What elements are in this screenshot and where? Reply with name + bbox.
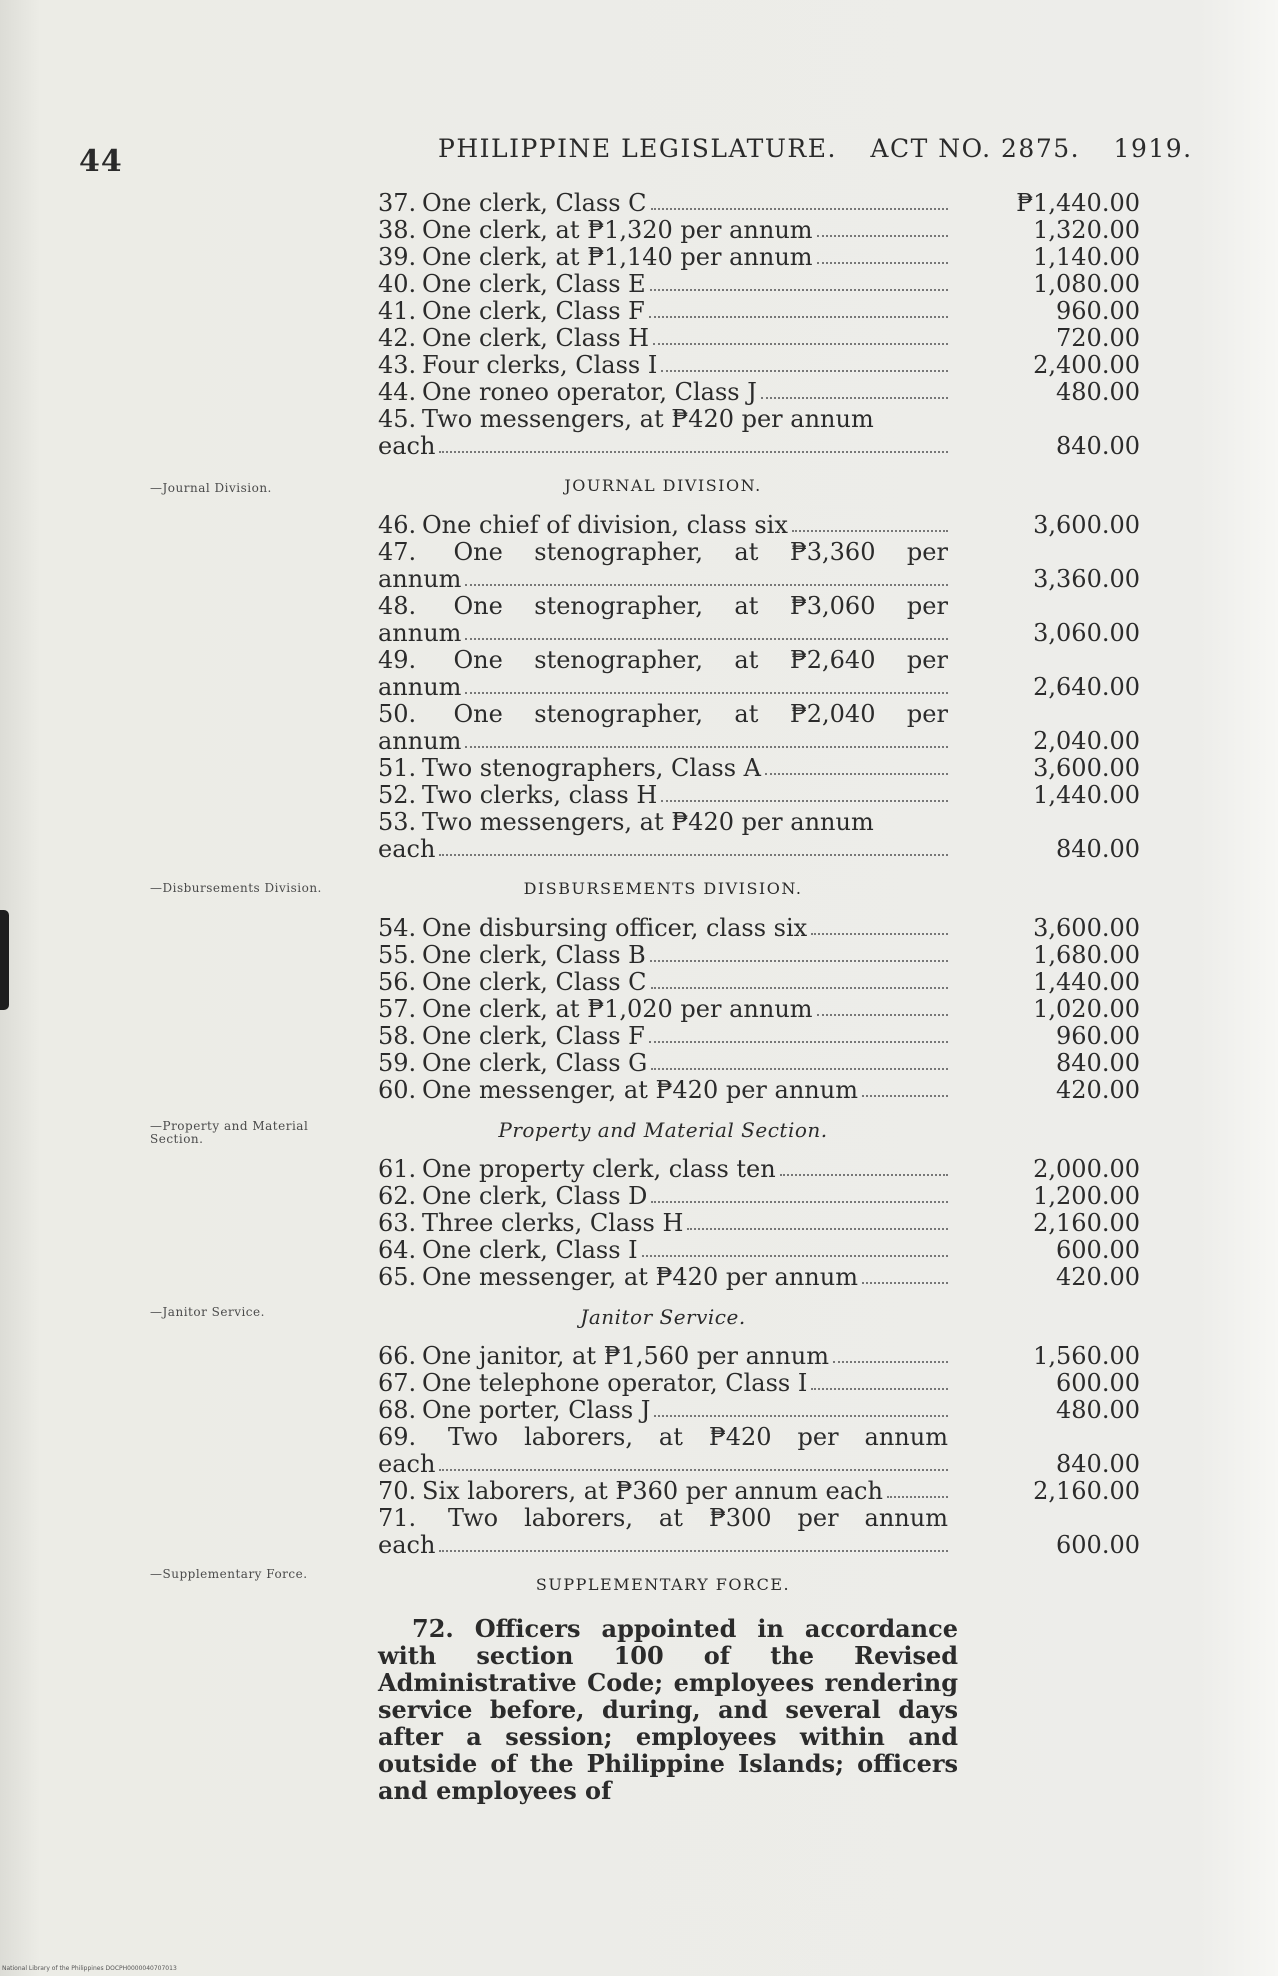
dot-leader: [811, 1388, 948, 1390]
heading-disbursements-division: DISBURSEMENTS DIVISION.: [523, 879, 803, 898]
item-amount: 2,000.00: [1033, 1155, 1140, 1183]
item-number: 52.: [378, 782, 417, 809]
dot-leader: [439, 1550, 948, 1552]
item-description: One clerk, Class I: [422, 1237, 638, 1264]
line-item: [378, 1264, 1148, 1291]
dot-leader: [649, 1041, 948, 1043]
item-word: ₱2,640: [789, 647, 876, 674]
line-item: [378, 1077, 1148, 1104]
item-number: 59.: [378, 1050, 417, 1077]
item-continuation: annum: [378, 566, 462, 593]
item-amount: 840.00: [1056, 1450, 1140, 1478]
item-description: Three clerks, Class H: [422, 1210, 684, 1237]
items-51-52: [378, 755, 1148, 809]
side-note-supplementary: —Supplementary Force.: [150, 1567, 308, 1581]
dot-leader: [862, 1095, 948, 1097]
item-amount: 960.00: [1056, 1022, 1140, 1050]
item-description: Four clerks, Class I: [422, 352, 658, 379]
items-66-68: [378, 1343, 1148, 1424]
item-word: Two: [447, 1505, 499, 1532]
item-amount: 1,140.00: [1033, 243, 1140, 271]
dot-leader: [651, 1201, 948, 1203]
item-amount: 1,320.00: [1033, 216, 1140, 244]
item-description: One property clerk, class ten: [422, 1156, 776, 1183]
item-amount: ₱1,440.00: [1016, 189, 1140, 217]
item-description: One clerk, Class G: [422, 1050, 648, 1077]
header-year: 1919.: [1113, 134, 1193, 163]
item-word: annum: [864, 1505, 948, 1532]
item-amount: 2,040.00: [1033, 727, 1140, 755]
item-word: ₱420: [708, 1424, 772, 1451]
dot-leader: [439, 1469, 948, 1471]
item-word: Two: [447, 1424, 499, 1451]
item-word: ₱3,060: [789, 593, 876, 620]
item-continuation: each: [378, 1532, 436, 1559]
item-amount: 720.00: [1056, 324, 1140, 352]
item-word: per: [906, 593, 948, 620]
item-number: 42.: [378, 325, 417, 352]
item-number: 54.: [378, 915, 417, 942]
item-word: laborers,: [524, 1505, 633, 1532]
dot-leader: [653, 343, 948, 345]
dot-leader: [817, 235, 948, 237]
item-word: per: [797, 1424, 839, 1451]
item-word: One: [453, 593, 503, 620]
line-item: [378, 1050, 1148, 1077]
dot-leader: [833, 1361, 948, 1363]
item-72-number: 72.: [412, 1614, 454, 1643]
item-69: [378, 1424, 1148, 1478]
item-number: 65.: [378, 1264, 417, 1291]
items-47-50: [378, 539, 1148, 755]
header-title: PHILIPPINE LEGISLATURE.: [438, 134, 837, 163]
dot-leader: [465, 638, 948, 640]
item-number: 61.: [378, 1156, 417, 1183]
item-word: stenographer,: [534, 647, 703, 674]
item-description: One clerk, at ₱1,320 per annum: [422, 217, 813, 244]
appropriation-list: [378, 190, 1148, 1804]
line-item: [378, 755, 1148, 782]
items-61-65: [378, 1156, 1148, 1291]
item-amount: 3,060.00: [1033, 619, 1140, 647]
line-item: [378, 271, 1148, 298]
item-word: One: [453, 539, 503, 566]
item-word: stenographer,: [534, 593, 703, 620]
item-amount: 480.00: [1056, 1396, 1140, 1424]
item-amount: 1,080.00: [1033, 270, 1140, 298]
item-number: 60.: [378, 1077, 417, 1104]
item-number: 63.: [378, 1210, 417, 1237]
item-number: 68.: [378, 1397, 417, 1424]
line-item: [378, 969, 1148, 996]
item-amount: 2,160.00: [1033, 1209, 1140, 1237]
line-item: [378, 915, 1148, 942]
side-note-disbursements: —Disbursements Division.: [150, 881, 322, 895]
item-word: One: [453, 647, 503, 674]
running-header: [438, 134, 1193, 163]
item-number: 44.: [378, 379, 417, 406]
item-70: 70. Six laborers, at ₱360 per annum each 2,160.00: [378, 1477, 1140, 1505]
item-number: 58.: [378, 1023, 417, 1050]
dot-leader: [761, 397, 948, 399]
dot-leader: [661, 370, 948, 372]
item-number: 57.: [378, 996, 417, 1023]
line-item: [378, 1183, 1148, 1210]
item-word: One: [453, 701, 503, 728]
heading-journal-division: JOURNAL DIVISION.: [564, 476, 762, 495]
page-number: 44: [79, 144, 123, 179]
items-54-60: [378, 915, 1148, 1104]
dot-leader: [780, 1174, 948, 1176]
dot-leader: [642, 1255, 948, 1257]
item-description: Two stenographers, Class A: [422, 755, 761, 782]
item-description: One clerk, Class C: [422, 190, 647, 217]
item-amount: 1,200.00: [1033, 1182, 1140, 1210]
item-word: at: [734, 647, 759, 674]
item-continuation: annum: [378, 674, 462, 701]
item-72-text: Officers appointed in accordance with section 100 of the Revised Administrative Code; employees rendering service before, during, and several days after a session; employees within and outside of the Philippine Islands; officers and employees of: [378, 1614, 958, 1805]
dot-leader: [817, 262, 948, 264]
line-item: [378, 942, 1148, 969]
item-description: One telephone operator, Class I: [422, 1370, 808, 1397]
item-amount: 420.00: [1056, 1076, 1140, 1104]
item-amount: 480.00: [1056, 378, 1140, 406]
dot-leader: [687, 1228, 948, 1230]
item-number: 47.: [378, 539, 417, 566]
item-number: 67.: [378, 1370, 417, 1397]
wrapped-line-item: [378, 539, 1148, 593]
dot-leader: [651, 208, 948, 210]
line-item: [378, 325, 1148, 352]
item-continuation: annum: [378, 620, 462, 647]
wrapped-line-item: [378, 701, 1148, 755]
item-description: One roneo operator, Class J: [422, 379, 757, 406]
item-number: 39.: [378, 244, 417, 271]
item-word: at: [734, 539, 759, 566]
item-number: 62.: [378, 1183, 417, 1210]
item-amount: 600.00: [1056, 1236, 1140, 1264]
item-description: One clerk, Class F: [422, 1023, 645, 1050]
item-word: annum: [864, 1424, 948, 1451]
item-description: One porter, Class J: [422, 1397, 651, 1424]
item-description: One clerk, Class D: [422, 1183, 648, 1210]
item-description: One clerk, Class C: [422, 969, 647, 996]
item-word: at: [658, 1505, 683, 1532]
dot-leader: [649, 316, 948, 318]
item-word: ₱300: [708, 1505, 772, 1532]
item-description: Two clerks, class H: [422, 782, 658, 809]
item-amount: 2,400.00: [1033, 351, 1140, 379]
item-amount: 1,440.00: [1033, 968, 1140, 996]
item-amount: 1,680.00: [1033, 941, 1140, 969]
line-item: [378, 1237, 1148, 1264]
line-item: [378, 1343, 1148, 1370]
dot-leader: [661, 800, 948, 802]
item-word: at: [658, 1424, 683, 1451]
item-46: 46. One chief of division, class six 3,600.00: [378, 511, 1140, 539]
line-item: [378, 217, 1148, 244]
item-number: 49.: [378, 647, 417, 674]
item-word: ₱3,360: [789, 539, 876, 566]
dot-leader: [650, 960, 948, 962]
line-item: [378, 1210, 1148, 1237]
item-description: One clerk, Class B: [422, 942, 646, 969]
dot-leader: [465, 584, 948, 586]
side-note-janitor: —Janitor Service.: [150, 1305, 265, 1319]
item-word: per: [906, 647, 948, 674]
dot-leader: [650, 289, 948, 291]
dot-leader: [765, 773, 948, 775]
item-71: [378, 1505, 1148, 1559]
item-45: 45. Two messengers, at ₱420 per annum each 840.00: [378, 406, 1140, 460]
item-word: stenographer,: [534, 701, 703, 728]
dot-leader: [811, 933, 948, 935]
dot-leader: [654, 1415, 948, 1417]
item-description: One messenger, at ₱420 per annum: [422, 1077, 858, 1104]
line-item: [378, 379, 1148, 406]
item-amount: 420.00: [1056, 1263, 1140, 1291]
item-description: One messenger, at ₱420 per annum: [422, 1264, 858, 1291]
item-amount: 3,600.00: [1033, 914, 1140, 942]
line-item: [378, 1370, 1148, 1397]
item-number: 38.: [378, 217, 417, 244]
item-amount: 1,440.00: [1033, 781, 1140, 809]
item-amount: 1,020.00: [1033, 995, 1140, 1023]
dot-leader: [465, 746, 948, 748]
item-word: at: [734, 593, 759, 620]
item-word: at: [734, 701, 759, 728]
item-number: 66.: [378, 1343, 417, 1370]
item-amount: 2,640.00: [1033, 673, 1140, 701]
item-description: One clerk, at ₱1,020 per annum: [422, 996, 813, 1023]
item-word: per: [906, 539, 948, 566]
item-word: ₱2,040: [789, 701, 876, 728]
heading-property-section: Property and Material Section.: [498, 1118, 828, 1142]
item-amount: 3,360.00: [1033, 565, 1140, 593]
item-number: 37.: [378, 190, 417, 217]
dot-leader: [862, 1282, 948, 1284]
item-amount: 1,560.00: [1033, 1342, 1140, 1370]
dot-leader: [817, 1014, 948, 1016]
item-53: 53. Two messengers, at ₱420 per annum each 840.00: [378, 809, 1140, 863]
item-amount: 600.00: [1056, 1531, 1140, 1559]
wrapped-line-item: [378, 593, 1148, 647]
item-word: per: [906, 701, 948, 728]
item-number: 40.: [378, 271, 417, 298]
line-item: [378, 190, 1148, 217]
item-word: stenographer,: [534, 539, 703, 566]
heading-janitor-service: Janitor Service.: [580, 1305, 746, 1329]
item-number: 51.: [378, 755, 417, 782]
dot-leader: [465, 692, 948, 694]
item-number: 71.: [378, 1505, 417, 1532]
wrapped-line-item: [378, 647, 1148, 701]
heading-supplementary-force: SUPPLEMENTARY FORCE.: [535, 1575, 791, 1594]
line-item: [378, 996, 1148, 1023]
item-description: One clerk, at ₱1,140 per annum: [422, 244, 813, 271]
item-number: 41.: [378, 298, 417, 325]
line-item: [378, 782, 1148, 809]
item-description: One janitor, at ₱1,560 per annum: [422, 1343, 830, 1370]
item-word: per: [797, 1505, 839, 1532]
item-description: One clerk, Class E: [422, 271, 646, 298]
item-number: 50.: [378, 701, 417, 728]
item-continuation: each: [378, 1451, 436, 1478]
item-word: laborers,: [524, 1424, 633, 1451]
item-description: One clerk, Class F: [422, 298, 645, 325]
item-continuation: annum: [378, 728, 462, 755]
dot-leader: [651, 987, 948, 989]
item-description: One disbursing officer, class six: [422, 915, 808, 942]
item-amount: 3,600.00: [1033, 754, 1140, 782]
item-number: 64.: [378, 1237, 417, 1264]
line-item: [378, 1397, 1148, 1424]
side-note-journal: —Journal Division.: [150, 481, 272, 495]
item-72-paragraph: [378, 1615, 958, 1804]
item-amount: 600.00: [1056, 1369, 1140, 1397]
item-description: One clerk, Class H: [422, 325, 650, 352]
line-item: [378, 1156, 1148, 1183]
archive-footer: National Library of the Philippines DOCPH0000040707013: [2, 1965, 177, 1972]
dot-leader: [651, 1068, 948, 1070]
item-amount: 960.00: [1056, 297, 1140, 325]
line-item: [378, 244, 1148, 271]
item-number: 43.: [378, 352, 417, 379]
item-number: 69.: [378, 1424, 417, 1451]
line-item: [378, 1023, 1148, 1050]
line-item: [378, 298, 1148, 325]
binding-shadow: [0, 910, 9, 1010]
item-number: 55.: [378, 942, 417, 969]
items-37-44: [378, 190, 1148, 406]
header-act: ACT NO. 2875.: [870, 134, 1081, 163]
item-number: 48.: [378, 593, 417, 620]
side-note-property: —Property and Material Section.: [150, 1119, 309, 1146]
item-number: 56.: [378, 969, 417, 996]
line-item: [378, 352, 1148, 379]
item-amount: 840.00: [1056, 1049, 1140, 1077]
